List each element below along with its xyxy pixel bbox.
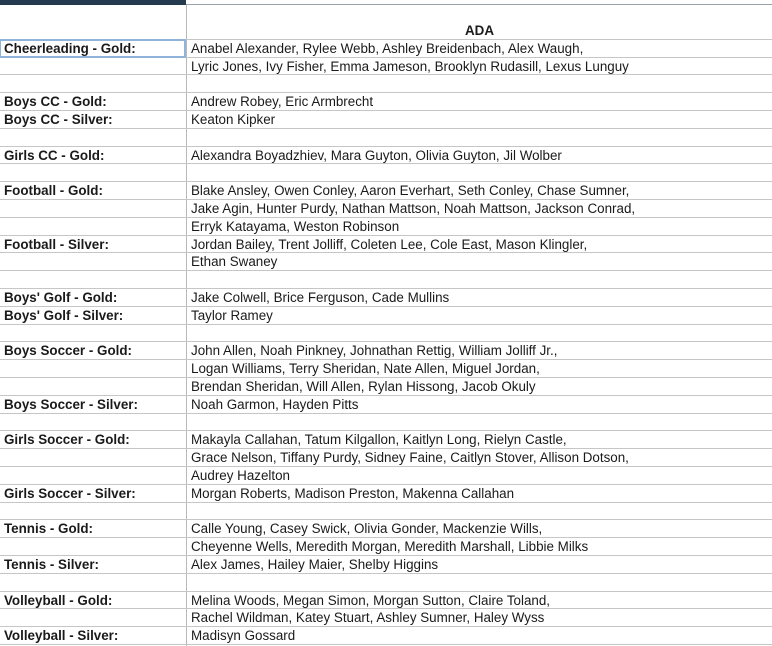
category-cell[interactable] — [4, 129, 184, 146]
category-cell[interactable] — [4, 58, 184, 75]
category-cell[interactable] — [4, 360, 184, 377]
names-cell[interactable]: Jake Colwell, Brice Ferguson, Cade Mullins — [191, 290, 450, 305]
category-cell[interactable] — [4, 449, 184, 466]
category-cell[interactable]: Tennis - Gold: — [4, 521, 94, 537]
table-row[interactable] — [0, 520, 772, 538]
names-cell[interactable] — [191, 75, 769, 92]
names-cell[interactable]: Keaton Kipker — [191, 112, 276, 127]
category-cell[interactable]: Boys Soccer - Silver: — [4, 396, 138, 412]
names-cell[interactable]: Anabel Alexander, Rylee Webb, Ashley Breidenbach, Alex Waugh, — [191, 40, 584, 56]
table-row[interactable] — [0, 538, 772, 556]
table-row[interactable] — [0, 236, 772, 254]
names-cell[interactable]: John Allen, Noah Pinkney, Johnathan Rettig, William Jolliff Jr., — [191, 343, 558, 359]
header-divider — [186, 4, 772, 5]
category-cell[interactable]: Boys CC - Silver: — [4, 112, 113, 127]
names-cell[interactable]: Alex James, Hailey Maier, Shelby Higgins — [191, 557, 439, 572]
names-cell[interactable]: Jordan Bailey, Trent Jolliff, Coleten Lee, Cole East, Mason Klingler, — [191, 236, 588, 252]
table-row[interactable] — [0, 360, 772, 378]
table-row[interactable] — [0, 609, 772, 627]
column-header-bar — [0, 0, 772, 5]
table-row[interactable] — [0, 129, 772, 147]
names-cell[interactable]: Rachel Wildman, Katey Stuart, Ashley Sumner, Haley Wyss — [191, 610, 545, 626]
selected-column-indicator — [0, 0, 186, 5]
table-row[interactable] — [0, 271, 772, 289]
names-cell[interactable]: Alexandra Boyadzhiev, Mara Guyton, Olivia Guyton, Jil Wolber — [191, 147, 562, 163]
names-cell[interactable]: Brendan Sheridan, Will Allen, Rylan Hissong, Jacob Okuly — [191, 379, 536, 394]
category-cell[interactable] — [4, 75, 184, 92]
table-row[interactable] — [0, 325, 772, 343]
table-row[interactable] — [0, 289, 772, 307]
table-row[interactable] — [0, 592, 772, 610]
category-cell[interactable] — [4, 503, 184, 520]
category-cell[interactable] — [4, 325, 184, 342]
header-cell[interactable]: ADA — [464, 23, 494, 38]
category-cell[interactable] — [4, 271, 184, 288]
names-cell[interactable]: Makayla Callahan, Tatum Kilgallon, Kaitlyn Long, Rielyn Castle, — [191, 432, 567, 448]
category-cell[interactable] — [4, 538, 184, 555]
names-cell[interactable]: Cheyenne Wells, Meredith Morgan, Meredith Marshall, Libbie Milks — [191, 539, 589, 555]
names-cell[interactable]: Jake Agin, Hunter Purdy, Nathan Mattson, Noah Mattson, Jackson Conrad, — [191, 201, 636, 216]
names-cell[interactable] — [191, 574, 769, 591]
category-cell[interactable] — [4, 164, 184, 181]
table-row[interactable] — [0, 467, 772, 485]
category-cell[interactable]: Girls Soccer - Gold: — [4, 432, 130, 448]
category-cell[interactable]: Cheerleading - Gold: — [4, 40, 136, 56]
category-cell[interactable]: Boys' Golf - Silver: — [4, 307, 124, 323]
table-row[interactable] — [0, 378, 772, 396]
category-cell[interactable]: Volleyball - Silver: — [4, 628, 119, 644]
names-cell[interactable]: Blake Ansley, Owen Conley, Aaron Everhart, Seth Conley, Chase Sumner, — [191, 183, 630, 199]
names-cell[interactable] — [191, 164, 769, 181]
table-row[interactable] — [0, 164, 772, 182]
category-cell[interactable]: Boys' Golf - Gold: — [4, 290, 118, 305]
category-cell[interactable]: Volleyball - Gold: — [4, 592, 113, 608]
names-cell[interactable]: Noah Garmon, Hayden Pitts — [191, 396, 359, 412]
category-cell[interactable]: Girls Soccer - Silver: — [4, 485, 136, 501]
names-cell[interactable] — [191, 325, 769, 342]
category-cell[interactable] — [4, 609, 184, 626]
table-row[interactable] — [0, 396, 772, 414]
table-row[interactable] — [0, 574, 772, 592]
table-row[interactable] — [0, 253, 772, 271]
category-cell[interactable] — [4, 200, 184, 217]
category-cell[interactable]: Football - Gold: — [4, 183, 103, 199]
category-cell[interactable] — [4, 378, 184, 395]
category-cell[interactable] — [4, 253, 184, 270]
table-row[interactable] — [0, 485, 772, 503]
names-cell[interactable] — [191, 129, 769, 146]
names-cell[interactable] — [191, 503, 769, 520]
names-cell[interactable]: Lyric Jones, Ivy Fisher, Emma Jameson, Brooklyn Rudasill, Lexus Lunguy — [191, 58, 629, 74]
table-row[interactable] — [0, 75, 772, 93]
header-row[interactable] — [0, 22, 772, 40]
names-cell[interactable]: Andrew Robey, Eric Armbrecht — [191, 94, 374, 110]
category-cell[interactable]: Boys Soccer - Gold: — [4, 343, 132, 359]
table-row[interactable] — [0, 342, 772, 360]
table-row[interactable] — [0, 200, 772, 218]
names-cell[interactable]: Calle Young, Casey Swick, Olivia Gonder, Mackenzie Wills, — [191, 521, 543, 537]
table-row[interactable] — [0, 111, 772, 129]
category-cell[interactable] — [4, 574, 184, 591]
category-cell[interactable] — [4, 414, 184, 431]
names-cell[interactable] — [191, 271, 769, 288]
category-cell[interactable]: Girls CC - Gold: — [4, 147, 105, 163]
names-cell[interactable]: Audrey Hazelton — [191, 468, 290, 483]
table-row[interactable] — [0, 218, 772, 236]
table-row[interactable] — [0, 182, 772, 200]
table-row[interactable] — [0, 556, 772, 574]
category-cell[interactable] — [4, 467, 184, 484]
table-row[interactable] — [0, 431, 772, 449]
names-cell[interactable] — [191, 414, 769, 431]
category-cell[interactable] — [4, 218, 184, 235]
table-row[interactable] — [0, 93, 772, 111]
names-cell[interactable]: Taylor Ramey — [191, 307, 273, 323]
category-cell[interactable]: Football - Silver: — [4, 236, 109, 252]
table-row[interactable] — [0, 627, 772, 645]
table-row[interactable] — [0, 307, 772, 325]
table-row[interactable] — [0, 414, 772, 432]
names-cell[interactable]: Morgan Roberts, Madison Preston, Makenna Callahan — [191, 485, 515, 501]
names-cell[interactable]: Ethan Swaney — [191, 254, 278, 270]
names-cell[interactable]: Madisyn Gossard — [191, 628, 296, 644]
names-cell[interactable]: Logan Williams, Terry Sheridan, Nate Allen, Miguel Jordan, — [191, 361, 540, 377]
category-cell[interactable]: Boys CC - Gold: — [4, 94, 107, 110]
names-cell[interactable]: Melina Woods, Megan Simon, Morgan Sutton, Claire Toland, — [191, 592, 551, 608]
table-row[interactable] — [0, 147, 772, 165]
table-row[interactable] — [0, 503, 772, 521]
table-row[interactable] — [0, 40, 772, 58]
names-cell[interactable]: Erryk Katayama, Weston Robinson — [191, 218, 400, 234]
category-cell[interactable]: Tennis - Silver: — [4, 557, 99, 572]
names-cell[interactable]: Grace Nelson, Tiffany Purdy, Sidney Faine, Caitlyn Stover, Allison Dotson, — [191, 450, 629, 466]
table-row[interactable] — [0, 449, 772, 467]
table-row[interactable] — [0, 58, 772, 76]
